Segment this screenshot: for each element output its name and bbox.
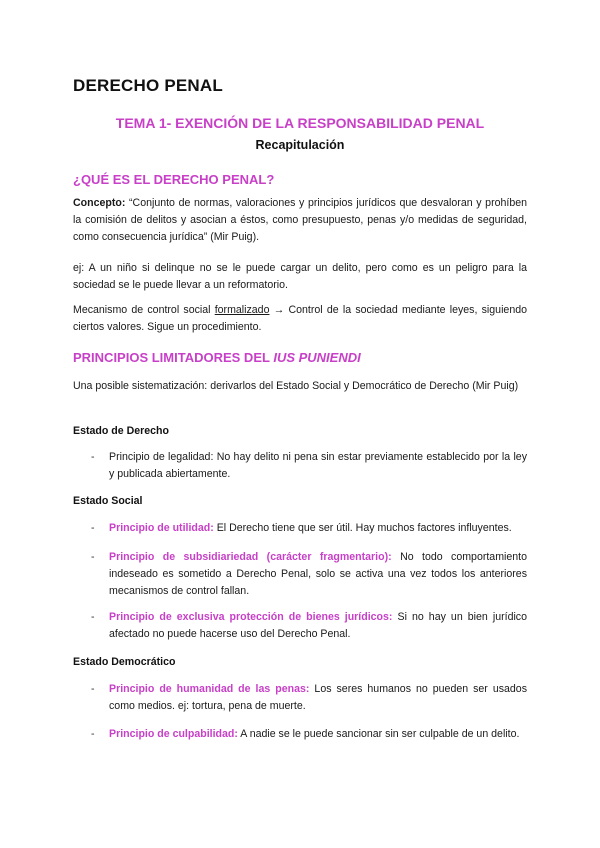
topic-title: TEMA 1- EXENCIÓN DE LA RESPONSABILIDAD PENAL	[115, 115, 485, 131]
principio-utilidad-item	[109, 520, 527, 537]
concepto-label: Concepto:	[73, 197, 126, 209]
bullet-dash: -	[91, 683, 95, 695]
principio-subsidiariedad-text: No todo comportamiento indeseado es sometido a Derecho Penal, solo se activa una vez todos los anteriores mecanismos de control fallan.	[109, 551, 527, 597]
example-paragraph: ej: A un niño si delinque no se le puede cargar un delito, pero como es un peligro para la sociedad se le puede llevar a un reformatorio.	[73, 262, 527, 291]
principio-culpabilidad-label: Principio de culpabilidad:	[109, 728, 238, 740]
principio-humanidad-item	[109, 681, 527, 715]
concepto-text: “Conjunto de normas, valoraciones y principios jurídicos que desvaloran y prohíben la comisión de delitos y asocian a éstos, como presupuesto, penas y/o medidas de seguridad, como consecuencia jurídica” (Mir Puig).	[73, 197, 527, 243]
document-title: DERECHO PENAL	[73, 76, 223, 95]
section-heading-principios	[73, 350, 361, 365]
bullet-dash: -	[91, 551, 95, 563]
heading-estado-derecho: Estado de Derecho	[73, 425, 169, 437]
principio-subsidiariedad-item	[109, 549, 527, 600]
principio-culpabilidad-item	[109, 726, 527, 743]
principio-legalidad-item: Principio de legalidad: No hay delito ni pena sin estar previamente establecido por la ley y publicada abiertamente.	[109, 451, 527, 480]
section-heading-que-es: ¿QUÉ ES EL DERECHO PENAL?	[73, 172, 275, 187]
recap-subtitle: Recapitulación	[255, 138, 345, 152]
mecanismo-post: → Control de la sociedad mediante leyes, siguiendo ciertos valores. Sigue un procedimiento.	[73, 304, 527, 333]
principio-utilidad-label: Principio de utilidad:	[109, 522, 214, 534]
principio-subsidiariedad-label: Principio de subsidiariedad (carácter fragmentario):	[109, 551, 392, 563]
mecanismo-pre: Mecanismo de control social	[73, 304, 215, 316]
mecanismo-paragraph	[73, 302, 527, 336]
principio-proteccion-text: Si no hay un bien jurídico afectado no puede hacerse uso del Derecho Penal.	[109, 611, 527, 640]
bullet-dash: -	[91, 611, 95, 623]
bullet-dash: -	[91, 522, 95, 534]
principio-utilidad-text: El Derecho tiene que ser útil. Hay muchos factores influyentes.	[213, 522, 512, 534]
principio-humanidad-label: Principio de humanidad de las penas:	[109, 683, 310, 695]
ius-puniendi-text: IUS PUNIENDI	[273, 350, 361, 365]
concepto-paragraph	[73, 195, 527, 246]
principio-humanidad-text: Los seres humanos no pueden ser usados como medios. ej: tortura, pena de muerte.	[109, 683, 527, 712]
principio-proteccion-label: Principio de exclusiva protección de bienes jurídicos:	[109, 611, 393, 623]
principios-heading-text: PRINCIPIOS LIMITADORES DEL	[73, 350, 274, 365]
principio-culpabilidad-text: A nadie se le puede sancionar sin ser culpable de un delito.	[237, 728, 520, 740]
mecanismo-underlined: formalizado	[214, 304, 270, 316]
bullet-dash: -	[91, 728, 95, 740]
principio-proteccion-item	[109, 609, 527, 643]
heading-estado-social: Estado Social	[73, 495, 143, 507]
heading-estado-democratico: Estado Democrático	[73, 656, 176, 668]
sistematizacion-paragraph: Una posible sistematización: derivarlos del Estado Social y Democrático de Derecho (Mir Puig)	[73, 380, 519, 392]
bullet-dash: -	[91, 451, 95, 463]
